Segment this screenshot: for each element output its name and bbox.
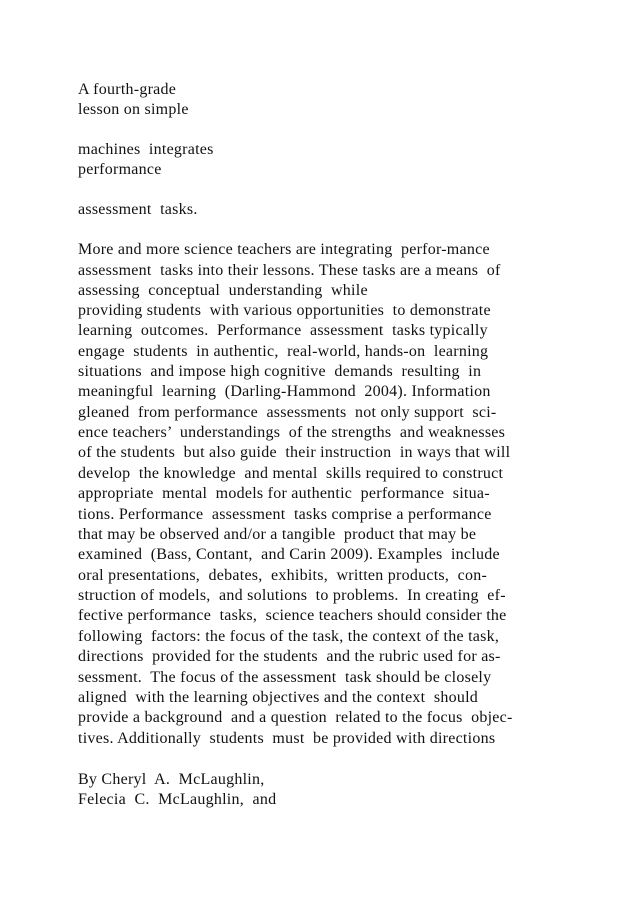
body-line: providing students with various opportunities to demonstrate [78, 302, 491, 319]
body-line: appropriate mental models for authentic performance situa- [78, 485, 490, 502]
body-line: that may be observed and/or a tangible product that may be [78, 526, 477, 543]
body-line: following factors: the focus of the task, the context of the task, [78, 628, 500, 645]
body-line: provide a background and a question related to the focus objec- [78, 709, 513, 726]
body-line: gleaned from performance assessments not only support sci- [78, 404, 497, 421]
title-line: performance [78, 161, 162, 178]
body-line: sessment. The focus of the assessment task should be closely [78, 669, 492, 686]
byline-line: By Cheryl A. McLaughlin, [78, 771, 265, 788]
title-line: machines integrates [78, 141, 214, 158]
body-line: tives. Additionally students must be provided with directions [78, 730, 496, 747]
body-line: More and more science teachers are integrating perfor-mance [78, 241, 490, 258]
body-line: aligned with the learning objectives and the context should [78, 689, 479, 706]
body-line: oral presentations, debates, exhibits, written products, con- [78, 567, 488, 584]
body-line: engage students in authentic, real-world, hands-on learning [78, 343, 489, 360]
body-line: of the students but also guide their instruction in ways that will [78, 444, 511, 461]
body-line: develop the knowledge and mental skills required to construct [78, 465, 504, 482]
body-line: assessment tasks into their lessons. These tasks are a means of [78, 262, 501, 279]
body-line: tions. Performance assessment tasks comprise a performance [78, 506, 492, 523]
body-line: examined (Bass, Contant, and Carin 2009). Examples include [78, 546, 500, 563]
title-line: lesson on simple [78, 101, 189, 118]
body-line: assessing conceptual understanding while [78, 282, 368, 299]
body-line: struction of models, and solutions to problems. In creating ef- [78, 587, 506, 604]
body-line: ence teachers’ understandings of the strengths and weaknesses [78, 424, 506, 441]
byline-line: Felecia C. McLaughlin, and [78, 791, 277, 808]
title-line: A fourth-grade [78, 81, 177, 98]
body-line: learning outcomes. Performance assessment tasks typically [78, 322, 488, 339]
body-line: fective performance tasks, science teachers should consider the [78, 607, 507, 624]
body-line: meaningful learning (Darling-Hammond 2004). Information [78, 383, 491, 400]
title-line: assessment tasks. [78, 201, 198, 218]
body-line: directions provided for the students and the rubric used for as- [78, 648, 501, 665]
body-line: situations and impose high cognitive demands resulting in [78, 363, 482, 380]
